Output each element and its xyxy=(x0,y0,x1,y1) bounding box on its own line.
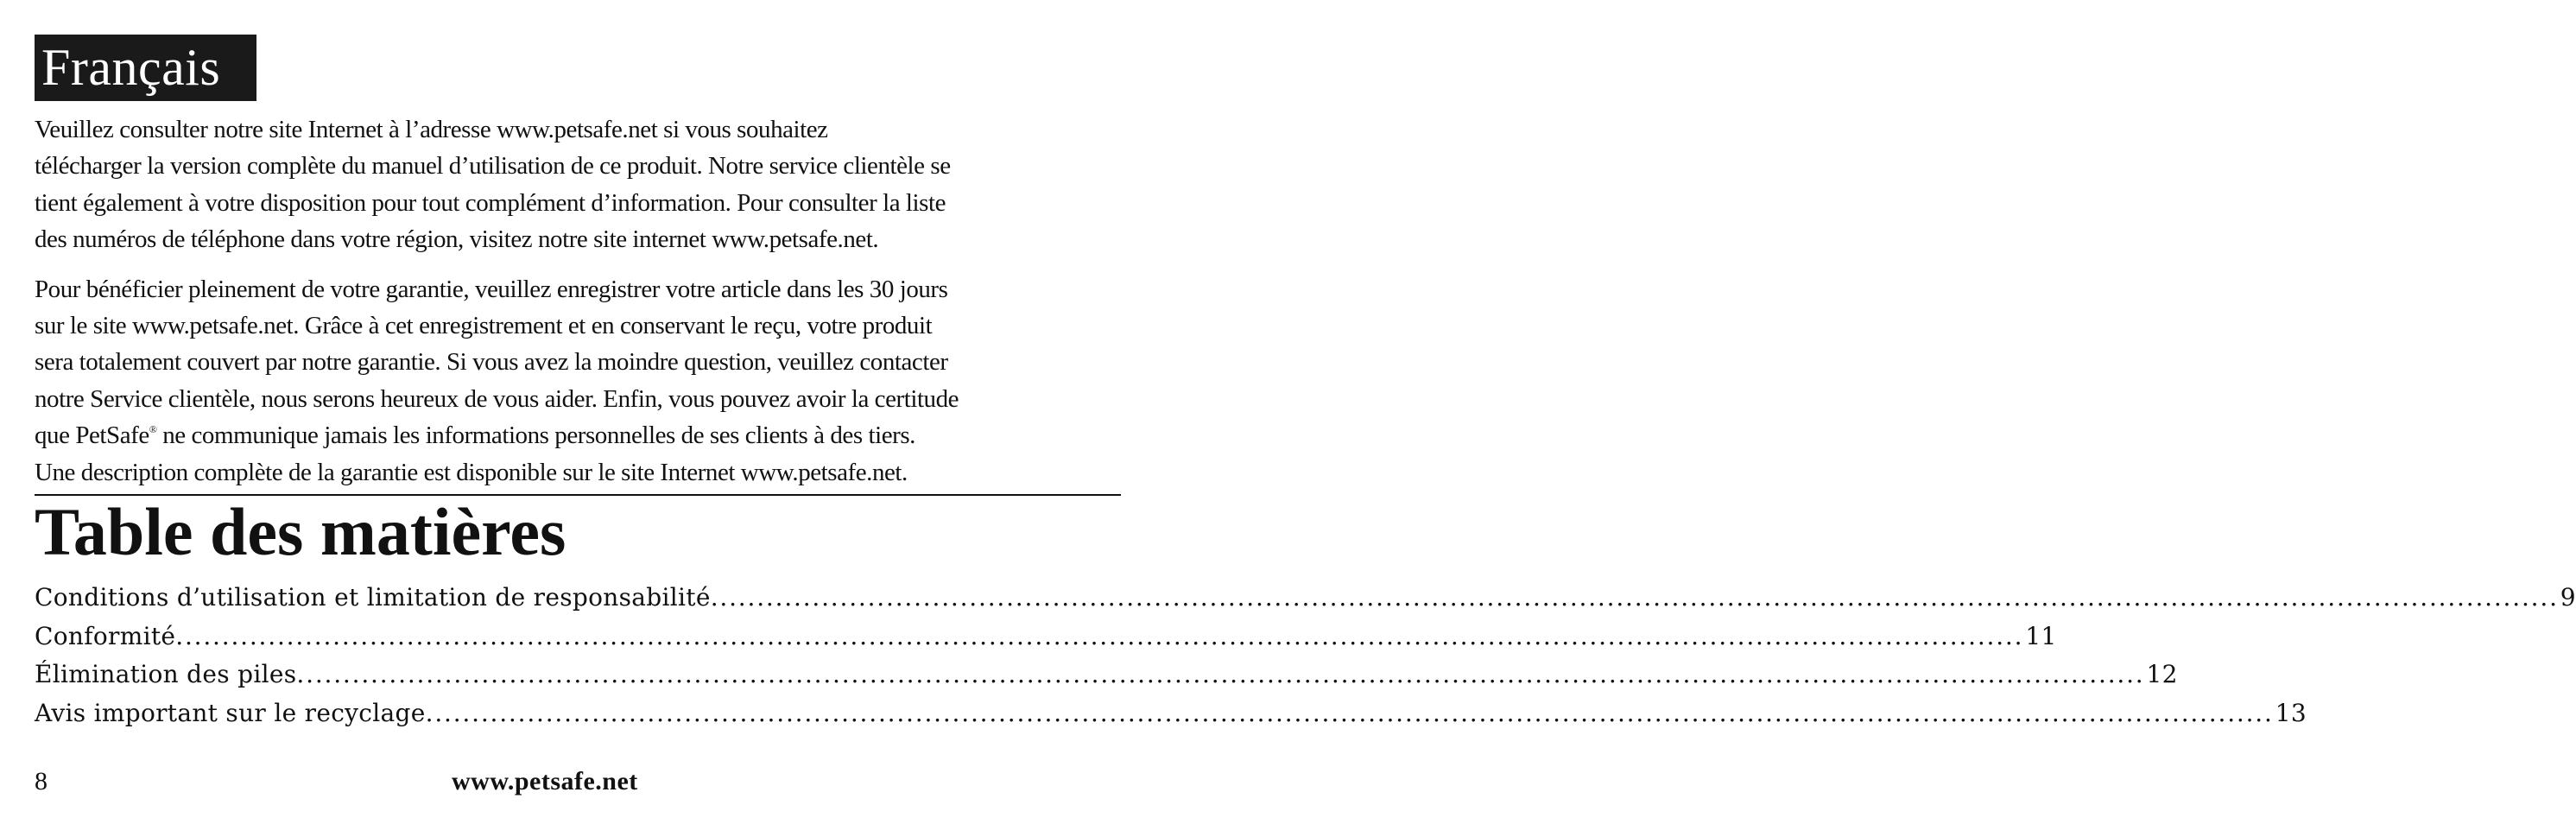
paragraph-line: Une description complète de la garantie est disponible sur le site Internet www.petsafe.net. xyxy=(35,458,908,486)
table-of-contents xyxy=(35,579,2576,732)
line-text: que PetSafe xyxy=(35,422,149,450)
paragraph-line: des numéros de téléphone dans votre région, visitez notre site internet www.petsafe.net. xyxy=(35,225,879,254)
toc-entry[interactable] xyxy=(35,579,2576,618)
line-text: ne communique jamais les informations personnelles de ses clients à des tiers. xyxy=(156,422,915,450)
toc-title: Table des matières xyxy=(35,494,566,569)
toc-entry-label: Élimination des piles xyxy=(35,660,297,688)
toc-leader-dots: ........................................................................................................................................................................................................ xyxy=(296,660,2145,688)
contact-paragraph xyxy=(35,111,1131,258)
paragraph-line: Veuillez consulter notre site Internet à l’adresse www.petsafe.net si vous souhaitez xyxy=(35,116,828,143)
language-tab: Français xyxy=(35,35,256,101)
toc-leader-dots: ........................................................................................................................................................................................................ xyxy=(710,583,2559,612)
intro-text xyxy=(35,111,1131,491)
registered-mark: ® xyxy=(149,423,157,436)
paragraph-line: sur le site www.petsafe.net. Grâce à cet enregistrement et en conservant le reçu, votre produit xyxy=(35,312,933,340)
toc-entry-label: Avis important sur le recyclage xyxy=(35,698,426,727)
paragraph-line: sera totalement couvert par notre garantie. Si vous avez la moindre question, veuillez contacter xyxy=(35,348,948,377)
toc-entry[interactable] xyxy=(35,618,2057,656)
toc-entry-page: 12 xyxy=(2146,660,2178,688)
paragraph-line: tient également à votre disposition pour tout complément d’information. Pour consulter la liste xyxy=(35,188,946,217)
footer-url[interactable]: www.petsafe.net xyxy=(452,767,638,795)
page-number: 8 xyxy=(35,767,47,795)
warranty-paragraph xyxy=(35,271,1131,491)
paragraph-line: télécharger la version complète du manuel d’utilisation de ce produit. Notre service clientèle se xyxy=(35,152,951,181)
toc-entry-label: Conformité xyxy=(35,621,176,650)
toc-entry[interactable] xyxy=(35,694,2307,733)
toc-entry-page: 11 xyxy=(2025,621,2057,650)
toc-entry-label: Conditions d’utilisation et limitation de responsabilité xyxy=(35,583,711,612)
paragraph-line: Pour bénéficier pleinement de votre garantie, veuillez enregistrer votre article dans les 30 jours xyxy=(35,275,948,303)
toc-leader-dots: ........................................................................................................................................................................................................ xyxy=(425,698,2274,727)
toc-leader-dots: ........................................................................................................................................................................................................ xyxy=(175,621,2024,650)
paragraph-line xyxy=(35,417,1131,453)
toc-entry-page: 13 xyxy=(2275,698,2307,727)
toc-entry-page: 9 xyxy=(2560,583,2576,612)
paragraph-line: notre Service clientèle, nous serons heureux de vous aider. Enfin, vous pouvez avoir la certitude xyxy=(35,384,959,413)
toc-entry[interactable] xyxy=(35,656,2178,694)
